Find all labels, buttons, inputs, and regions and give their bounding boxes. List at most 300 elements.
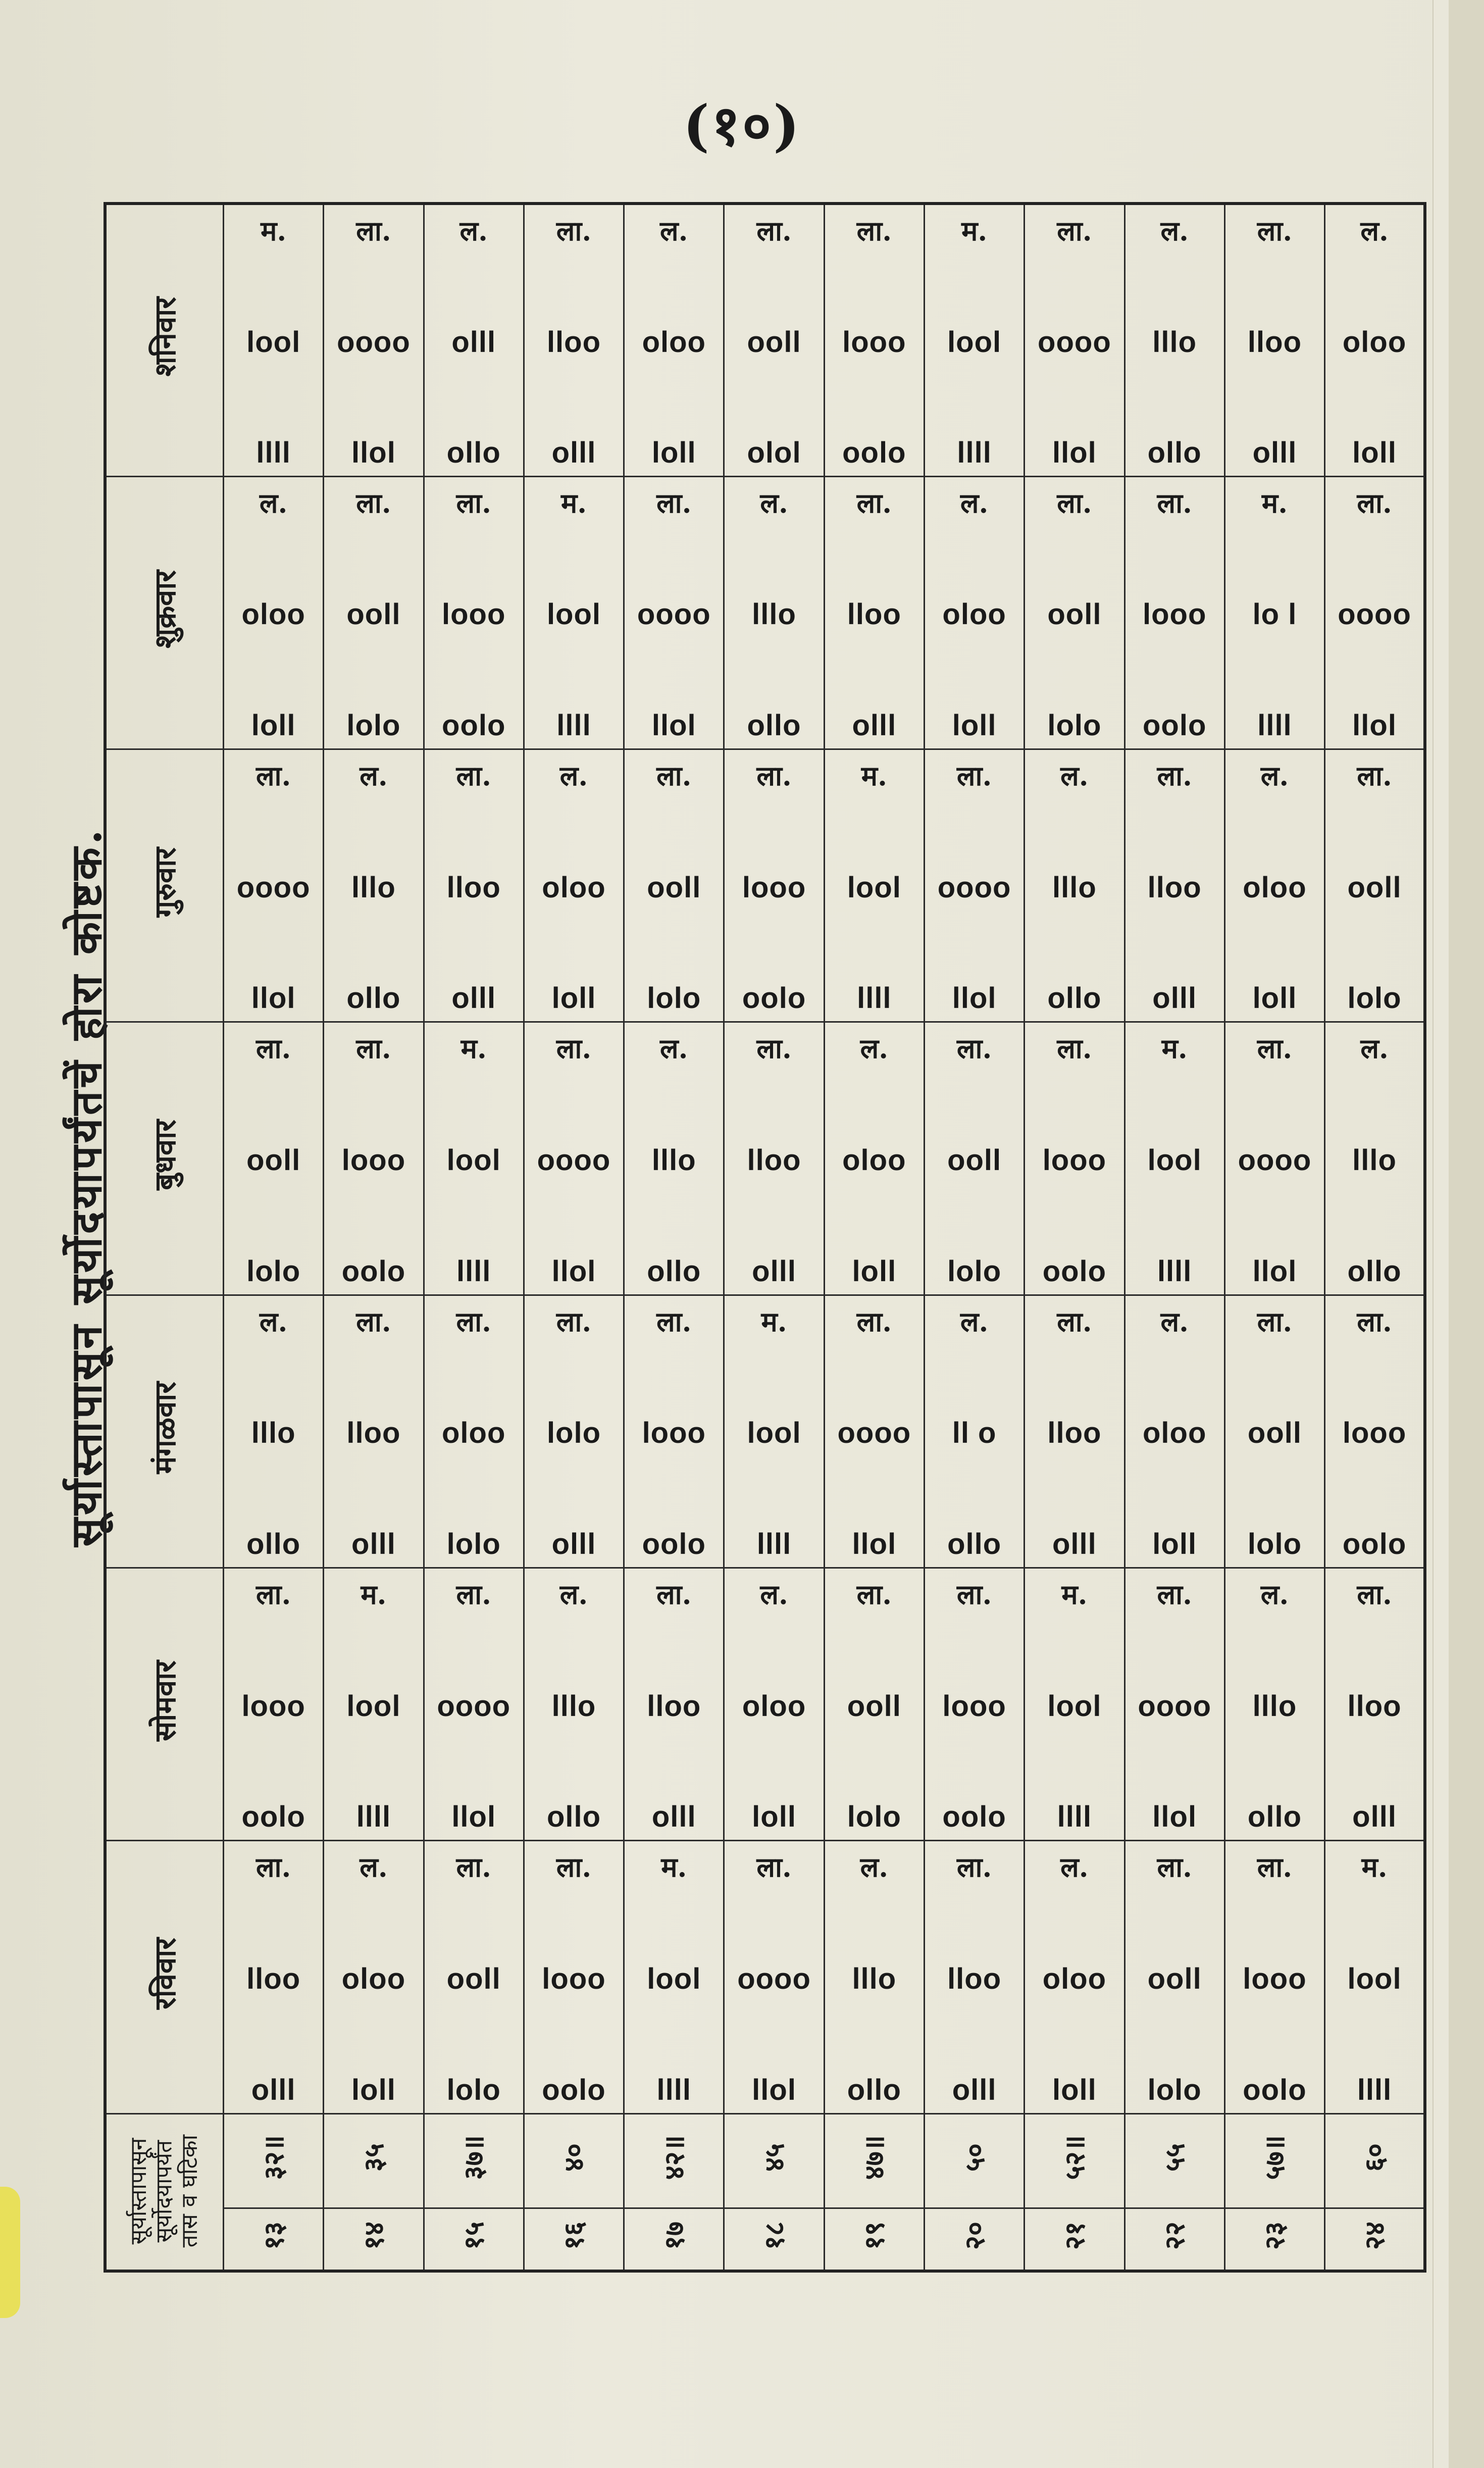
hora-cell [424, 1295, 524, 1568]
tas-cell [1124, 2208, 1224, 2271]
hora-cell [524, 1022, 624, 1295]
lower-code: olll [251, 2073, 296, 2106]
hora-cell-content [425, 477, 523, 748]
planet-abbr: ला. [656, 486, 692, 519]
tas-value: २० [958, 2222, 991, 2250]
planet-abbr: ला. [356, 215, 391, 247]
hora-cell [624, 1022, 724, 1295]
ghatika-value: ४७॥ [858, 2135, 891, 2180]
lower-code: ollo [546, 1800, 601, 1834]
upper-code: looo [442, 598, 506, 631]
tas-cell [724, 2208, 824, 2271]
planet-abbr: ल. [960, 1305, 989, 1338]
lower-code: lolo [1047, 709, 1102, 742]
hora-cell [1025, 1568, 1124, 1841]
upper-code: ooll [647, 871, 701, 904]
hora-cell-content [925, 1023, 1024, 1294]
hora-cell [624, 204, 724, 476]
upper-code: lllo [1052, 871, 1097, 904]
tas-cell [824, 2208, 924, 2271]
hora-cell [724, 749, 824, 1022]
lower-code: lolo [1147, 2073, 1202, 2106]
upper-code: oloo [742, 1689, 806, 1723]
planet-abbr: ला. [456, 760, 491, 792]
hora-cell [724, 1841, 824, 2113]
upper-code: looo [542, 1962, 606, 1996]
planet-abbr: म. [361, 1578, 387, 1611]
planet-abbr: ल. [660, 215, 688, 247]
tas-value: १६ [557, 2222, 590, 2250]
hora-cell [424, 476, 524, 749]
hora-cell-content [725, 477, 823, 748]
hora-cell-content [1225, 750, 1324, 1021]
hora-cell [924, 1568, 1024, 1841]
planet-abbr: ला. [1357, 486, 1392, 519]
ghatika-cell [1124, 2113, 1224, 2208]
time-header [105, 2113, 224, 2271]
hora-cell-content [525, 205, 623, 476]
ghatika-cell [424, 2113, 524, 2208]
hora-cell [224, 1295, 324, 1568]
hora-cell [824, 204, 924, 476]
lower-code: ollo [747, 709, 801, 742]
hora-cell [924, 1022, 1024, 1295]
ghatika-row [105, 2113, 1425, 2208]
tas-value: २२ [1158, 2222, 1191, 2250]
planet-abbr: ल. [559, 760, 588, 792]
day-name: बुधवार [147, 1120, 182, 1190]
planet-abbr: ला. [856, 486, 892, 519]
lower-code: olll [551, 436, 596, 469]
hora-cell [224, 476, 324, 749]
hora-cell [924, 1841, 1024, 2113]
upper-code: oloo [241, 598, 305, 631]
planet-abbr: म. [961, 215, 988, 247]
hora-cell-content [925, 477, 1024, 748]
hora-cell [1224, 749, 1324, 1022]
planet-abbr: ल. [459, 215, 488, 247]
lower-code: oolo [842, 436, 906, 469]
planet-abbr: ल. [1160, 1305, 1189, 1338]
planet-abbr: ल. [559, 1578, 588, 1611]
hora-cell-content [1225, 1841, 1324, 2112]
hora-cell [1325, 1295, 1425, 1568]
lower-code: llll [256, 436, 291, 469]
hora-cell [224, 749, 324, 1022]
hora-cell [424, 1022, 524, 1295]
hora-cell [324, 476, 424, 749]
hora-cell [1124, 476, 1224, 749]
lower-code: loll [1052, 2073, 1097, 2106]
hora-cell [524, 1568, 624, 1841]
day-header [105, 1841, 224, 2113]
hora-cell-content [1325, 1841, 1423, 2112]
lower-code: olll [1052, 1528, 1097, 1561]
planet-abbr: ला. [656, 1305, 692, 1338]
planet-abbr: ला. [1157, 760, 1192, 792]
planet-abbr: ल. [1360, 1032, 1389, 1065]
planet-abbr: ल. [1260, 1578, 1289, 1611]
hora-cell-content [1025, 1569, 1123, 1840]
hora-cell-content [925, 205, 1024, 476]
ghatika-cell [624, 2113, 724, 2208]
hora-cell [324, 1568, 424, 1841]
planet-abbr: म. [1061, 1578, 1088, 1611]
hora-cell-content [1225, 1023, 1324, 1294]
hora-cell [924, 749, 1024, 1022]
lower-code: ollo [1247, 1800, 1302, 1834]
hora-cell [1325, 1568, 1425, 1841]
upper-code: looo [1142, 598, 1207, 631]
upper-code: lool [647, 1962, 701, 1996]
tas-value: १९ [858, 2222, 891, 2250]
planet-abbr: ला. [255, 1578, 291, 1611]
planet-abbr: म. [1161, 1032, 1188, 1065]
upper-code: lool [847, 871, 901, 904]
tas-value: १५ [457, 2222, 490, 2250]
hora-cell [1025, 1295, 1124, 1568]
hora-cell-content [625, 1569, 723, 1840]
planet-abbr: म. [261, 215, 287, 247]
hora-cell [1025, 749, 1124, 1022]
lower-code: llol [752, 2073, 796, 2106]
planet-abbr: ला. [456, 1305, 491, 1338]
lower-code: loll [651, 436, 696, 469]
lower-code: llol [651, 709, 696, 742]
upper-code: oloo [1142, 1417, 1207, 1450]
hora-cell-content [324, 1023, 423, 1294]
planet-abbr: ला. [1357, 1305, 1392, 1338]
planet-abbr: ला. [1057, 486, 1092, 519]
lower-code: llll [1057, 1800, 1092, 1834]
hora-cell [224, 1841, 324, 2113]
upper-code: ooll [1247, 1417, 1302, 1450]
lower-code: loll [852, 1254, 897, 1288]
ghatika-value: ४५ [758, 2143, 791, 2172]
lower-code: ollo [847, 2073, 901, 2106]
hora-cell [524, 749, 624, 1022]
upper-code: looo [842, 325, 906, 359]
lower-code: ollo [647, 1254, 701, 1288]
lower-code: oolo [241, 1800, 305, 1834]
lower-code: llll [556, 709, 591, 742]
lower-code: olll [952, 2073, 997, 2106]
hora-cell-content [925, 750, 1024, 1021]
lower-code: olll [852, 709, 897, 742]
tas-cell [224, 2208, 324, 2271]
planet-abbr: ल. [760, 1578, 788, 1611]
planet-abbr: ला. [756, 215, 792, 247]
upper-code: lloo [1347, 1689, 1402, 1723]
upper-code: lllo [852, 1962, 897, 1996]
hora-cell [324, 204, 424, 476]
time-header-line: सूर्योदयापर्यंत [151, 2140, 177, 2242]
lower-code: loll [1152, 1528, 1197, 1561]
day-name: गुरुवार [147, 847, 182, 917]
upper-code: oloo [1042, 1962, 1107, 1996]
lower-code: oolo [442, 709, 506, 742]
planet-abbr: ला. [1357, 760, 1392, 792]
hora-cell-content [224, 1296, 323, 1567]
ghatika-value: ६० [1358, 2143, 1391, 2172]
planet-abbr: ला. [1257, 1305, 1293, 1338]
ghatika-value: ३७॥ [457, 2135, 490, 2180]
planet-abbr: ला. [1157, 1578, 1192, 1611]
planet-abbr: ला. [1057, 215, 1092, 247]
hora-cell [1124, 204, 1224, 476]
lower-code: llll [1257, 709, 1292, 742]
page-fold [1432, 0, 1449, 2468]
ghatika-cell [1325, 2113, 1425, 2208]
upper-code: looo [1042, 1144, 1107, 1177]
day-header [105, 749, 224, 1022]
hora-cell [624, 1568, 724, 1841]
hora-cell [724, 204, 824, 476]
hora-cell [624, 476, 724, 749]
lower-code: llll [456, 1254, 491, 1288]
hora-cell-content [1325, 750, 1423, 1021]
planet-abbr: ला. [956, 1851, 992, 1884]
lower-code: oolo [542, 2073, 606, 2106]
hora-cell-content [1325, 1296, 1423, 1567]
planet-abbr: ला. [556, 1032, 592, 1065]
hora-cell-content [825, 750, 924, 1021]
upper-code: lloo [847, 598, 901, 631]
upper-code: lo l [1252, 598, 1297, 631]
lower-code: ollo [1347, 1254, 1402, 1288]
hora-cell-content [1225, 477, 1324, 748]
upper-code: oloo [1342, 325, 1407, 359]
upper-code: oloo [1243, 871, 1307, 904]
lower-code: llol [351, 436, 396, 469]
hora-cell-content [1025, 477, 1123, 748]
hora-cell [1025, 1841, 1124, 2113]
upper-code: looo [1243, 1962, 1307, 1996]
day-row [105, 1022, 1425, 1295]
upper-code: oooo [537, 1144, 611, 1177]
lower-code: loll [251, 709, 296, 742]
upper-code: oooo [437, 1689, 511, 1723]
hora-cell [924, 476, 1024, 749]
planet-abbr: ल. [660, 1032, 688, 1065]
upper-code: lllo [251, 1417, 296, 1450]
ghatika-value: ३२॥ [257, 2135, 290, 2180]
tas-row [105, 2208, 1425, 2271]
upper-code: lool [1147, 1144, 1202, 1177]
time-header-text [126, 2135, 203, 2247]
hora-cell [624, 749, 724, 1022]
upper-code: oloo [341, 1962, 406, 1996]
ghatika-cell [824, 2113, 924, 2208]
lower-code: ollo [346, 982, 401, 1015]
upper-code: oooo [236, 871, 311, 904]
planet-abbr: ला. [1057, 1305, 1092, 1338]
upper-code: oooo [1138, 1689, 1212, 1723]
planet-abbr: ला. [1257, 1851, 1293, 1884]
upper-code: ooll [1347, 871, 1402, 904]
hora-cell [1025, 476, 1124, 749]
hora-cell [424, 1841, 524, 2113]
hora-cell [324, 1022, 424, 1295]
hora-cell-content [1225, 205, 1324, 476]
hora-cell [824, 1841, 924, 2113]
hora-cell-content [1125, 1841, 1224, 2112]
lower-code: lolo [446, 2073, 501, 2106]
planet-abbr: ला. [956, 1032, 992, 1065]
upper-code: lool [747, 1417, 801, 1450]
table-title: सूर्यास्तापासून सूर्योदयापर्यंतचें होरा कोष्टक. [61, 827, 111, 1547]
planet-abbr: ला. [255, 760, 291, 792]
hora-cell-content [725, 1296, 823, 1567]
planet-abbr: ला. [1157, 486, 1192, 519]
upper-code: ooll [446, 1962, 501, 1996]
day-name: मंगळवार [147, 1382, 182, 1474]
planet-abbr: म. [1261, 486, 1288, 519]
ghatika-value: ५० [958, 2143, 991, 2172]
upper-code: ooll [947, 1144, 1002, 1177]
lower-code: lolo [346, 709, 401, 742]
planet-abbr: ला. [556, 215, 592, 247]
upper-code: looo [1342, 1417, 1407, 1450]
lower-code: llll [356, 1800, 391, 1834]
hora-cell [1124, 1022, 1224, 1295]
lower-code: llol [1052, 436, 1097, 469]
hora-cell [324, 749, 424, 1022]
hora-cell [724, 1568, 824, 1841]
planet-abbr: ला. [1057, 1032, 1092, 1065]
lower-code: llol [952, 982, 997, 1015]
tas-cell [924, 2208, 1024, 2271]
lower-code: llol [451, 1800, 496, 1834]
upper-code: lloo [647, 1689, 701, 1723]
lower-code: olll [651, 1800, 696, 1834]
hora-cell [1124, 1568, 1224, 1841]
planet-abbr: ल. [259, 486, 288, 519]
tas-cell [524, 2208, 624, 2271]
hora-cell [1025, 204, 1124, 476]
ghatika-value: ४० [557, 2143, 590, 2172]
hora-cell [924, 1295, 1024, 1568]
hora-cell [924, 204, 1024, 476]
upper-code: lool [1347, 1962, 1402, 1996]
hora-cell-content [1025, 1023, 1123, 1294]
upper-code: oooo [1038, 325, 1111, 359]
hora-cell-content [324, 205, 423, 476]
hora-cell-content [525, 1841, 623, 2112]
page-number: (१०) [683, 93, 802, 158]
hora-cell-content [425, 205, 523, 476]
lower-code: lolo [446, 1528, 501, 1561]
page-edge [1447, 0, 1484, 2468]
hora-cell-content [425, 750, 523, 1021]
lower-code: llol [1352, 709, 1397, 742]
day-name: शुक्रवार [147, 570, 182, 648]
hora-cell-content [324, 1841, 423, 2112]
hora-cell-content [725, 1841, 823, 2112]
hora-cell [324, 1841, 424, 2113]
upper-code: lllo [1252, 1689, 1297, 1723]
lower-code: lolo [1347, 982, 1402, 1015]
hora-cell [624, 1841, 724, 2113]
upper-code: lool [947, 325, 1002, 359]
hora-cell [1124, 1295, 1224, 1568]
lower-code: lolo [847, 1800, 901, 1834]
hora-cell [1124, 1841, 1224, 2113]
day-name: सोमवार [147, 1660, 182, 1741]
hora-cell-content [625, 1841, 723, 2112]
day-header [105, 204, 224, 476]
upper-code: lloo [1247, 325, 1302, 359]
lower-code: llll [656, 2073, 691, 2106]
tas-value: २३ [1258, 2222, 1291, 2250]
planet-abbr: ला. [1257, 215, 1293, 247]
lower-code: olll [752, 1254, 796, 1288]
planet-abbr: ल. [860, 1851, 889, 1884]
upper-code: lloo [546, 325, 601, 359]
hora-cell [1325, 749, 1425, 1022]
planet-abbr: ला. [956, 760, 992, 792]
hora-cell-content [525, 750, 623, 1021]
planet-abbr: ल. [259, 1305, 288, 1338]
hora-cell [1224, 1295, 1324, 1568]
planet-abbr: ल. [1160, 215, 1189, 247]
ghatika-cell [1224, 2113, 1324, 2208]
lower-code: llll [756, 1528, 792, 1561]
planet-abbr: म. [661, 1851, 687, 1884]
lower-code: llll [857, 982, 892, 1015]
hora-cell-content [1025, 750, 1123, 1021]
hora-cell-content [1025, 1296, 1123, 1567]
planet-abbr: ल. [1060, 760, 1089, 792]
upper-code: oloo [442, 1417, 506, 1450]
hora-cell-content [625, 1296, 723, 1567]
tas-cell [1025, 2208, 1124, 2271]
planet-abbr: ल. [1260, 760, 1289, 792]
hora-cell-content [324, 1569, 423, 1840]
planet-abbr: ला. [356, 1305, 391, 1338]
upper-code: lllo [351, 871, 396, 904]
ghatika-value: ५५ [1158, 2143, 1191, 2172]
upper-code: ooll [847, 1689, 901, 1723]
hora-cell-content [224, 1569, 323, 1840]
tas-value: १८ [758, 2222, 791, 2250]
upper-code: lloo [947, 1962, 1002, 1996]
lower-code: oolo [1243, 2073, 1307, 2106]
ghatika-cell [1025, 2113, 1124, 2208]
upper-code: lloo [747, 1144, 801, 1177]
planet-abbr: ल. [960, 486, 989, 519]
hora-cell-content [825, 205, 924, 476]
hora-cell [824, 476, 924, 749]
planet-abbr: ल. [360, 760, 388, 792]
hora-cell [824, 1295, 924, 1568]
upper-code: oloo [842, 1144, 906, 1177]
hora-cell [1224, 1568, 1324, 1841]
upper-code: looo [642, 1417, 706, 1450]
hora-cell [1224, 204, 1324, 476]
upper-code: oloo [942, 598, 1006, 631]
ghatika-cell [224, 2113, 324, 2208]
lower-code: loll [1352, 436, 1397, 469]
hora-cell-content [1125, 750, 1224, 1021]
tas-value: २४ [1358, 2222, 1391, 2250]
lower-code: loll [551, 982, 596, 1015]
upper-code: ooll [346, 598, 401, 631]
lower-code: olll [1152, 982, 1197, 1015]
lower-code: lolo [647, 982, 701, 1015]
hora-cell-content [525, 1023, 623, 1294]
hora-cell-content [1125, 477, 1224, 748]
